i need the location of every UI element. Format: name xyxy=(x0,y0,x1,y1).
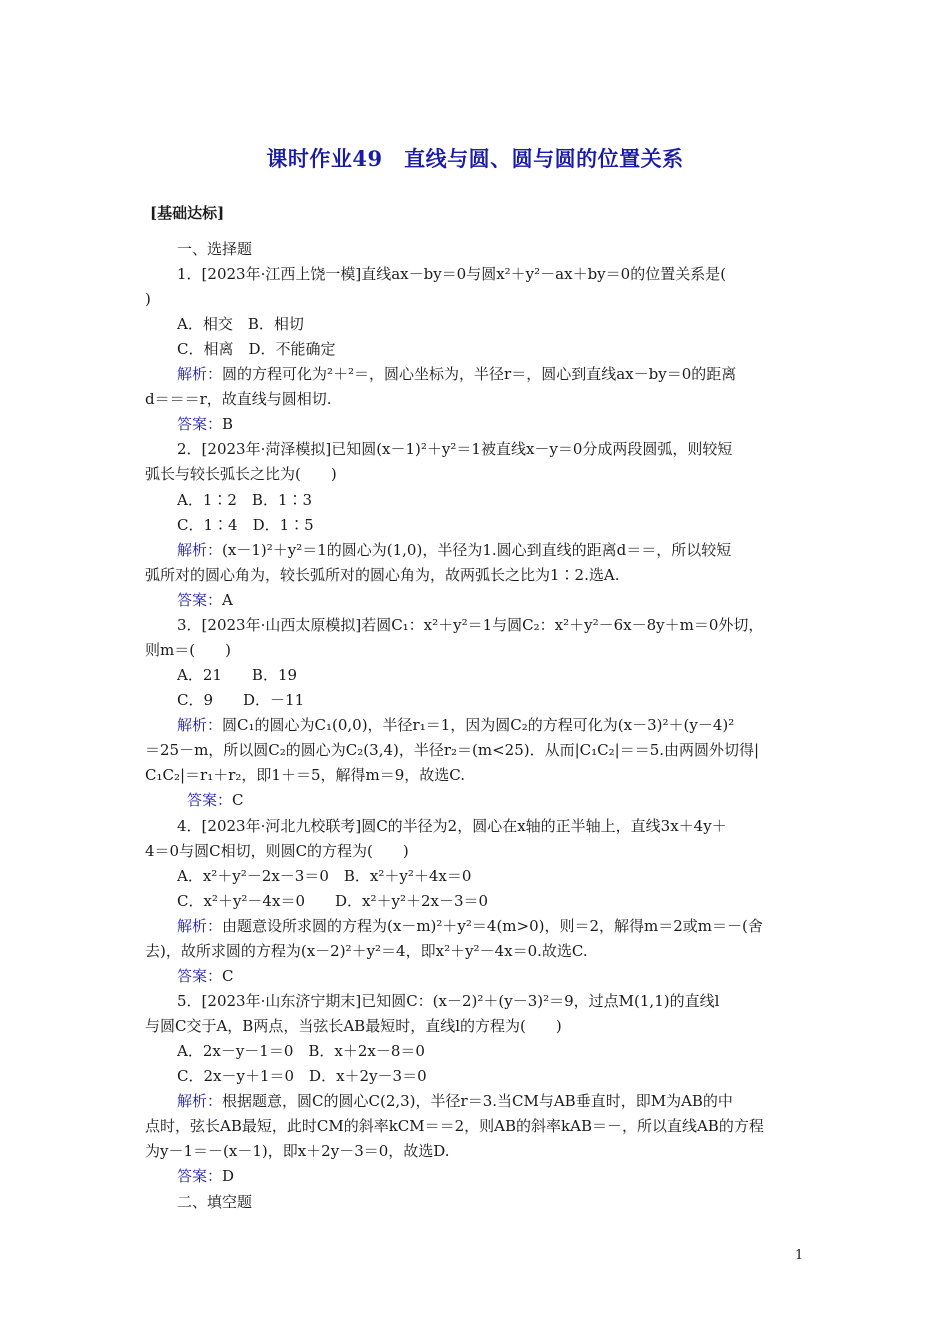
answer-label: 答案： xyxy=(177,967,223,985)
q1-analysis-cont: d＝＝＝r，故直线与圆相切. xyxy=(145,390,332,408)
q5-options-ab: A．2x－y－1＝0 B．x＋2x－8＝0 xyxy=(177,1042,425,1060)
analysis-label: 解析： xyxy=(177,541,223,559)
q5-options-cd: C．2x－y＋1＝0 D．x＋2y－3＝0 xyxy=(177,1067,427,1085)
q2-answer: 答案：A xyxy=(177,591,233,609)
answer-label: 答案： xyxy=(187,791,233,809)
question-4-cont: 4＝0与圆C相切，则圆C的方程为( ) xyxy=(145,842,409,860)
question-2-cont: 弧长与较长弧长之比为( ) xyxy=(145,465,337,483)
analysis-label: 解析： xyxy=(177,917,223,935)
q3-analysis: 解析：圆C₁的圆心为C₁(0,0)，半径r₁＝1，因为圆C₂的方程可化为(x－3)²＋(y－4)² xyxy=(177,716,735,734)
question-5: 5．[2023年·山东济宁期末]已知圆C：(x－2)²＋(y－3)²＝9，过点M(1,1)的直线l xyxy=(177,992,720,1010)
analysis-label: 解析： xyxy=(177,716,223,734)
q2-options-cd: C．1∶4 D．1∶5 xyxy=(177,516,314,534)
page-title: 课时作业49 直线与圆、圆与圆的位置关系 xyxy=(266,146,684,171)
question-4: 4．[2023年·河北九校联考]圆C的半径为2，圆心在x轴的正半轴上，直线3x＋4y＋ xyxy=(177,817,727,835)
q4-options-ab: A．x²＋y²－2x－3＝0 B．x²＋y²＋4x＝0 xyxy=(177,867,472,885)
answer-label: 答案： xyxy=(177,1167,223,1185)
subsection-heading-fill: 二、填空题 xyxy=(177,1193,253,1211)
q1-options-ab: A．相交 B．相切 xyxy=(177,315,304,333)
subsection-heading: 一、选择题 xyxy=(177,240,253,258)
analysis-label: 解析： xyxy=(177,1092,223,1110)
q4-options-cd: C．x²＋y²－4x＝0 D．x²＋y²＋2x－3＝0 xyxy=(177,892,489,910)
q4-analysis-cont: 去)，故所求圆的方程为(x－2)²＋y²＝4，即x²＋y²－4x＝0.故选C. xyxy=(145,942,588,960)
question-1-cont: ) xyxy=(145,290,151,308)
question-3-cont: 则m＝( ) xyxy=(145,641,231,659)
q4-answer: 答案：C xyxy=(177,967,234,985)
q3-options-ab: A．21 B．19 xyxy=(177,666,298,684)
q1-options-cd: C．相离 D．不能确定 xyxy=(177,340,336,358)
q2-analysis-cont: 弧所对的圆心角为，较长弧所对的圆心角为，故两弧长之比为1∶2.选A. xyxy=(145,566,620,584)
q3-analysis-cont-2: C₁C₂|＝r₁＋r₂，即1＋＝5，解得m＝9，故选C. xyxy=(145,766,465,784)
q5-answer: 答案：D xyxy=(177,1167,235,1185)
q3-options-cd: C．9 D．－11 xyxy=(177,691,305,709)
analysis-label: 解析： xyxy=(177,365,223,383)
q2-analysis: 解析：(x－1)²＋y²＝1的圆心为(1,0)，半径为1.圆心到直线的距离d＝＝，所以较短 xyxy=(177,541,732,559)
q2-options-ab: A．1∶2 B．1∶3 xyxy=(177,491,313,509)
q5-analysis-cont-2: 为y－1＝－(x－1)，即x＋2y－3＝0，故选D. xyxy=(145,1142,450,1160)
q1-answer: 答案：B xyxy=(177,415,234,433)
q5-analysis-cont-1: 点时，弦长AB最短，此时CM的斜率kCM＝＝2，则AB的斜率kAB＝－，所以直线AB的方程 xyxy=(145,1117,764,1135)
section-heading: [基础达标] xyxy=(150,204,225,222)
question-2: 2．[2023年·菏泽模拟]已知圆(x－1)²＋y²＝1被直线x－y＝0分成两段圆弧，则较短 xyxy=(177,440,733,458)
page-number: 1 xyxy=(795,1248,804,1263)
question-3: 3．[2023年·山西太原模拟]若圆C₁：x²＋y²＝1与圆C₂：x²＋y²－6x－8y＋m＝0外切， xyxy=(177,616,764,634)
question-5-cont: 与圆C交于A，B两点，当弦长AB最短时，直线l的方程为( ) xyxy=(145,1017,562,1035)
answer-label: 答案： xyxy=(177,591,223,609)
question-1: 1．[2023年·江西上饶一模]直线ax－by＝0与圆x²＋y²－ax＋by＝0的位置关系是( xyxy=(177,265,727,283)
q5-analysis: 解析：根据题意，圆C的圆心C(2,3)，半径r＝3.当CM与AB垂直时，即M为AB的中 xyxy=(177,1092,733,1110)
q4-analysis: 解析：由题意设所求圆的方程为(x－m)²＋y²＝4(m>0)，则＝2，解得m＝2或m＝－(舍 xyxy=(177,917,763,935)
q1-analysis: 解析：圆的方程可化为²＋²＝，圆心坐标为，半径r＝，圆心到直线ax－by＝0的距离 xyxy=(177,365,737,383)
q3-answer: 答案：C xyxy=(187,791,244,809)
answer-label: 答案： xyxy=(177,415,223,433)
q3-analysis-cont-1: ＝25－m，所以圆C₂的圆心为C₂(3,4)，半径r₂＝(m<25)．从而|C₁C₂|＝＝5.由两圆外切得| xyxy=(145,741,760,759)
